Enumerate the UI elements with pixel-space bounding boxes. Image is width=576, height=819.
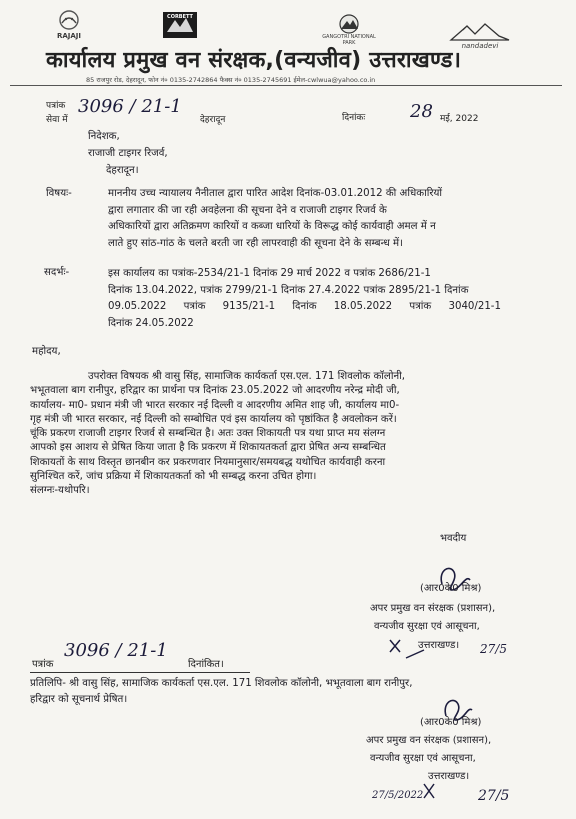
tiger-emblem-icon	[56, 10, 82, 32]
seva-label: सेवा में	[46, 115, 68, 125]
handwritten-date-1: 27/5	[480, 642, 507, 656]
subject-label: विषयः-	[46, 188, 72, 199]
reference-line: दिनांक 24.05.2022	[108, 317, 194, 329]
copy-underline	[30, 672, 250, 673]
reference-line: इस कार्यालय का पत्रांक-2534/21-1 दिनांक 29 मार्च 2022 व पत्रांक 2686/21-1	[108, 268, 431, 279]
recipient-line-2: राजाजी टाइगर रिजर्व,	[88, 148, 168, 159]
signatory-designation-2c: उत्तराखण्ड।	[428, 771, 470, 782]
rajaji-logo-text: RAJAJI	[56, 32, 82, 40]
city-label: देहरादून	[200, 115, 226, 125]
body-line: शिकायतों के साथ विस्तृत छानबीन कर प्रकरणवार नियमानुसार/समयबद्ध यथोचित कार्यवाही करना	[30, 456, 386, 468]
signatory-designation-2b: वन्यजीव सुरक्षा एवं आसूचना,	[370, 753, 476, 764]
gangotri-logo	[322, 14, 376, 46]
reference-number-handwritten: 3096 / 21-1	[78, 96, 182, 117]
body-line: आपको इस आशय से प्रेषित किया जाता है कि प्रकरण में शिकायतकर्ता द्वारा प्रेषित अन्य सम्बन्धित	[30, 442, 386, 454]
date-handwritten: 28	[410, 101, 433, 122]
signatory-designation-1c: उत्तराखण्ड।	[418, 640, 460, 651]
subject-line: लाते हुए सांठ-गांठ के चलते बरती जा रही लापरवाही की सूचना देने के सम्बन्ध में।	[108, 237, 403, 249]
reference-line: दिनांक 13.04.2022, पत्रांक 2799/21-1 दिनांक 27.4.2022 पत्रांक 2895/21-1 दिनांक	[108, 284, 469, 296]
copy-line-1: प्रतिलिपि- श्री वासु सिंह, सामाजिक कार्यकर्ता एस.एल. 171 शिवलोक कॉलोनी, भभूतवाला बाग रानीपुर,	[30, 678, 413, 689]
reference-text	[108, 266, 562, 332]
body-line: कार्यालय- मा0- प्रधान मंत्री जी भारत सरकार नई दिल्ली व आदरणीय अमित शाह जी, कार्यालय मा0-	[30, 399, 400, 411]
recipient-line-3: देहरादून।	[106, 165, 139, 176]
date-label: दिनांकः	[342, 113, 366, 123]
handwritten-date-stamp: 27/5/2022	[372, 790, 424, 801]
corbett-logo	[162, 12, 198, 38]
initials-mark-2	[420, 778, 470, 808]
office-title: कार्यालय प्रमुख वन संरक्षक,(वन्यजीव) उत्तराखण्ड।	[46, 48, 462, 73]
handwritten-date-2: 27/5	[478, 788, 510, 804]
copy-reference-handwritten: 3096 / 21-1	[64, 640, 168, 661]
body-line: चूंकि प्रकरण राजाजी टाइगर रिजर्व से सम्बन्धित है। अतः उक्त शिकायती पत्र यथा प्राप्त मय संलग्न	[30, 428, 386, 440]
copy-line-2: हरिद्वार को सूचनार्थ प्रेषित।	[30, 694, 128, 705]
signatory-designation-2a: अपर प्रमुख वन संरक्षक (प्रशासन),	[366, 735, 492, 746]
subject-text	[108, 186, 562, 252]
nandadevi-logo-text: nandadevi	[461, 42, 499, 50]
copy-date-label: दिनांकित।	[188, 659, 224, 670]
body-line: भभूतवाला बाग रानीपुर, हरिद्वार का प्रार्थना पत्र दिनांक 23.05.2022 जो आदरणीय नरेन्द्र मोदी जी,	[30, 385, 400, 397]
recipient-line-1: निदेशक,	[88, 131, 120, 142]
rajaji-logo	[52, 10, 86, 40]
body-line: गृह मंत्री जी भारत सरकार, नई दिल्ली को सम्बोधित एवं इस कार्यालय को पृष्ठांकित है अवलोकन करें।	[30, 413, 397, 425]
closing-bhavdiya: भवदीय	[440, 533, 467, 544]
enclosure-line: संलग्नः-यथोपरि।	[30, 485, 90, 497]
body-line: उपरोक्त विषयक श्री वासु सिंह, सामाजिक कार्यकर्ता एस.एल. 171 शिवलोक कॉलोनी,	[88, 371, 405, 382]
patrank-label: पत्रांक	[46, 101, 66, 111]
body-line: सुनिश्चित करें, जांच प्रक्रिया में शिकायतकर्ता को भी सम्बद्ध करना उचित होगा।	[30, 471, 317, 483]
mountain-emblem-icon	[336, 14, 362, 34]
mountain-peaks-icon	[449, 22, 511, 42]
signatory-name-1: (आर0के0 मिश्र)	[420, 583, 482, 594]
subject-line: अधिकारियों द्वारा अतिक्रमण कारियों व कब्जा धारियों के विरूद्ध कोई कार्यवाही अमल में न	[108, 221, 436, 232]
gangotri-logo-text: GANGOTRI NATIONAL PARK	[322, 34, 376, 46]
body-text	[30, 370, 564, 499]
subject-line: माननीय उच्च न्यायालय नैनीताल द्वारा पारित आदेश दिनांक-03.01.2012 की अधिकारियों	[108, 188, 443, 199]
date-printed: मई, 2022	[440, 114, 479, 124]
initials-mark-1	[386, 632, 446, 662]
reference-label: सदर्भः-	[44, 267, 70, 278]
subject-line: द्वारा लगातार की जा रही अवहेलना की सूचना देने व राजाजी टाइगर रिजर्व के	[108, 204, 387, 216]
reference-line: 09.05.2022 पत्रांक 9135/21-1 दिनांक 18.05.2022 पत्रांक 3040/21-1	[108, 301, 501, 312]
office-address: 85 राजपुर रोड, देहरादून, फोन नं० 0135-2742864 फैक्स नं० 0135-2745691 ईमेल-cwlwua@yahoo.co.in	[86, 76, 376, 84]
salutation: महोदय,	[32, 346, 61, 357]
signatory-name-2: (आर0के0 मिश्र)	[420, 717, 482, 728]
signatory-designation-1a: अपर प्रमुख वन संरक्षक (प्रशासन),	[370, 603, 496, 614]
signatory-designation-1b: वन्यजीव सुरक्षा एवं आसूचना,	[374, 621, 480, 632]
header-divider	[10, 85, 562, 86]
copy-patrank-label: पत्रांक	[32, 659, 54, 670]
corbett-logo-text: CORBETT	[167, 14, 193, 20]
